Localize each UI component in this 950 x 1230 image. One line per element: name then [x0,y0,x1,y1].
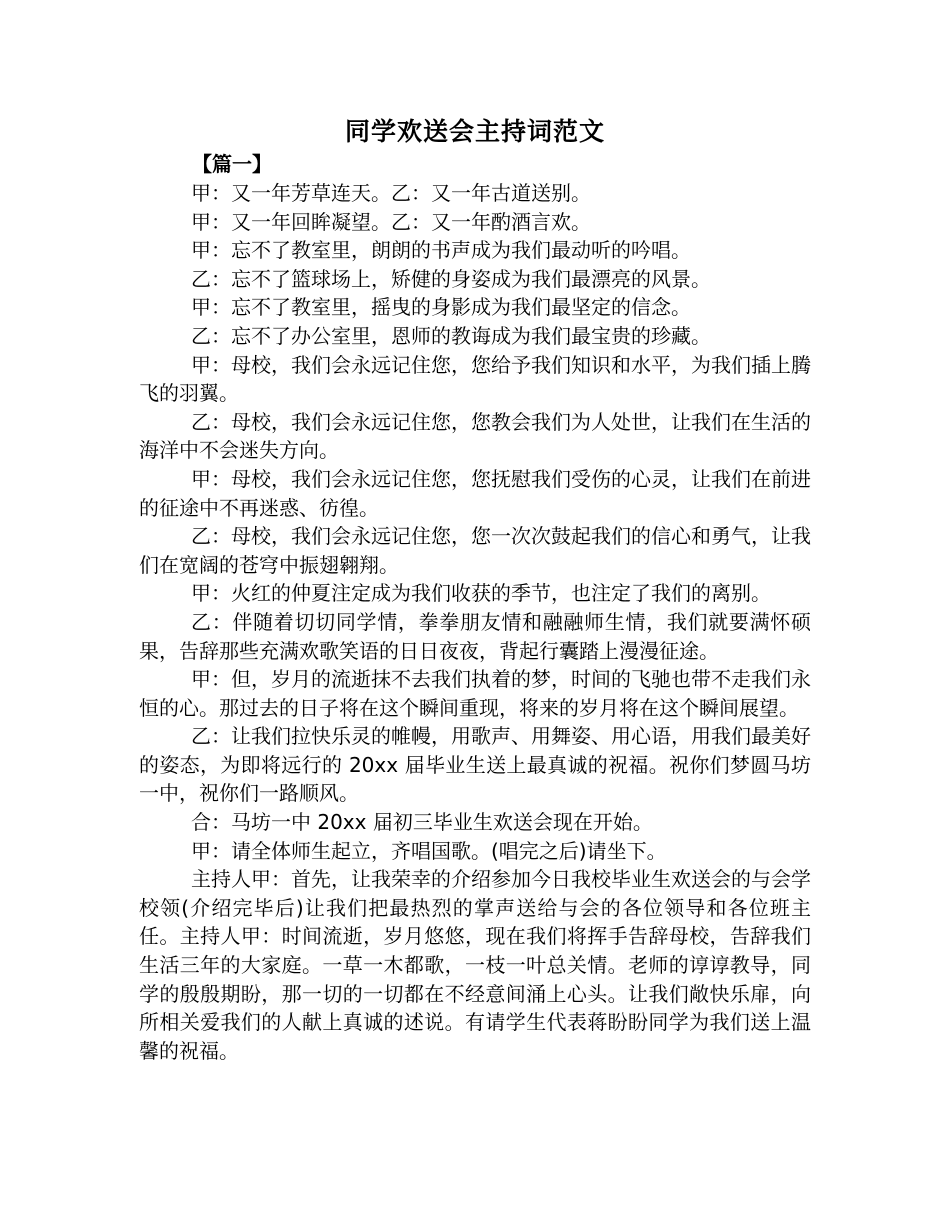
paragraph: 甲：忘不了教室里，朗朗的书声成为我们最动听的吟唱。 [191,238,691,263]
paragraph: 乙：伴随着切切同学情，拳拳朋友情和融融师生情，我们就要满怀硕果，告辞那些充满欢歌笑语的日日夜夜，背起行囊踏上漫漫征途。 [139,609,811,663]
paragraph: 甲：又一年芳草连天。乙：又一年古道送别。 [191,181,591,205]
paragraph: 乙：忘不了篮球场上，矫健的身姿成为我们最漂亮的风景。 [191,266,711,291]
document-title: 同学欢送会主持词范文 [344,117,605,146]
paragraph: 甲：母校，我们会永远记住您，您抚慰我们受伤的心灵，让我们在前进的征途中不再迷惑、彷徨。 [139,466,811,520]
paragraph: 甲：又一年回眸凝望。乙：又一年酌酒言欢。 [191,209,591,234]
paragraph: 乙：让我们拉快乐灵的帷幔，用歌声、用舞姿、用心语，用我们最美好的姿态，为即将远行的 20xx 届毕业生送上最真诚的祝福。祝你们梦圆马坊一中，祝你们一路顺风。 [139,724,811,806]
document-body [139,179,811,1065]
paragraph: 乙：母校，我们会永远记住您，您教会我们为人处世，让我们在生活的海洋中不会迷失方向。 [139,409,811,463]
paragraph: 甲：但，岁月的流逝抹不去我们执着的梦，时间的飞驰也带不走我们永恒的心。那过去的日子将在这个瞬间重现，将来的岁月将在这个瞬间展望。 [139,667,811,720]
paragraph: 乙：母校，我们会永远记住您，您一次次鼓起我们的信心和勇气，让我们在宽阔的苍穹中振翅翱翔。 [139,524,811,577]
paragraph: 甲：忘不了教室里，摇曳的身影成为我们最坚定的信念。 [191,295,691,320]
paragraph: 主持人甲：首先，让我荣幸的介绍参加今日我校毕业生欢送会的与会学校领(介绍完毕后)让我们把最热烈的掌声送给与会的各位领导和各位班主任。主持人甲：时间流逝，岁月悠悠，现在我们将挥手告辞母校，告辞我们生活三年的大家庭。一草一木都歌，一枝一叶总关情。老师的谆谆教导，同学的殷殷期盼，那一切的一切都在不经意间涌上心头。让我们敞快乐扉，向所相关爱我们的人献上真诚的述说。有请学生代表蒋盼盼同学为我们送上温馨的祝福。 [139,867,811,1063]
section-label: 【篇一】 [192,152,272,176]
paragraph: 甲：请全体师生起立，齐唱国歌。(唱完之后)请坐下。 [191,838,667,863]
paragraph: 甲：火红的仲夏注定成为我们收获的季节，也注定了我们的离别。 [191,581,771,606]
paragraph: 乙：忘不了办公室里，恩师的教诲成为我们最宝贵的珍藏。 [191,323,711,348]
paragraph: 合：马坊一中 20xx 届初三毕业生欢送会现在开始。 [191,810,653,835]
paragraph: 甲：母校，我们会永远记住您，您给予我们知识和水平，为我们插上腾飞的羽翼。 [139,352,811,406]
